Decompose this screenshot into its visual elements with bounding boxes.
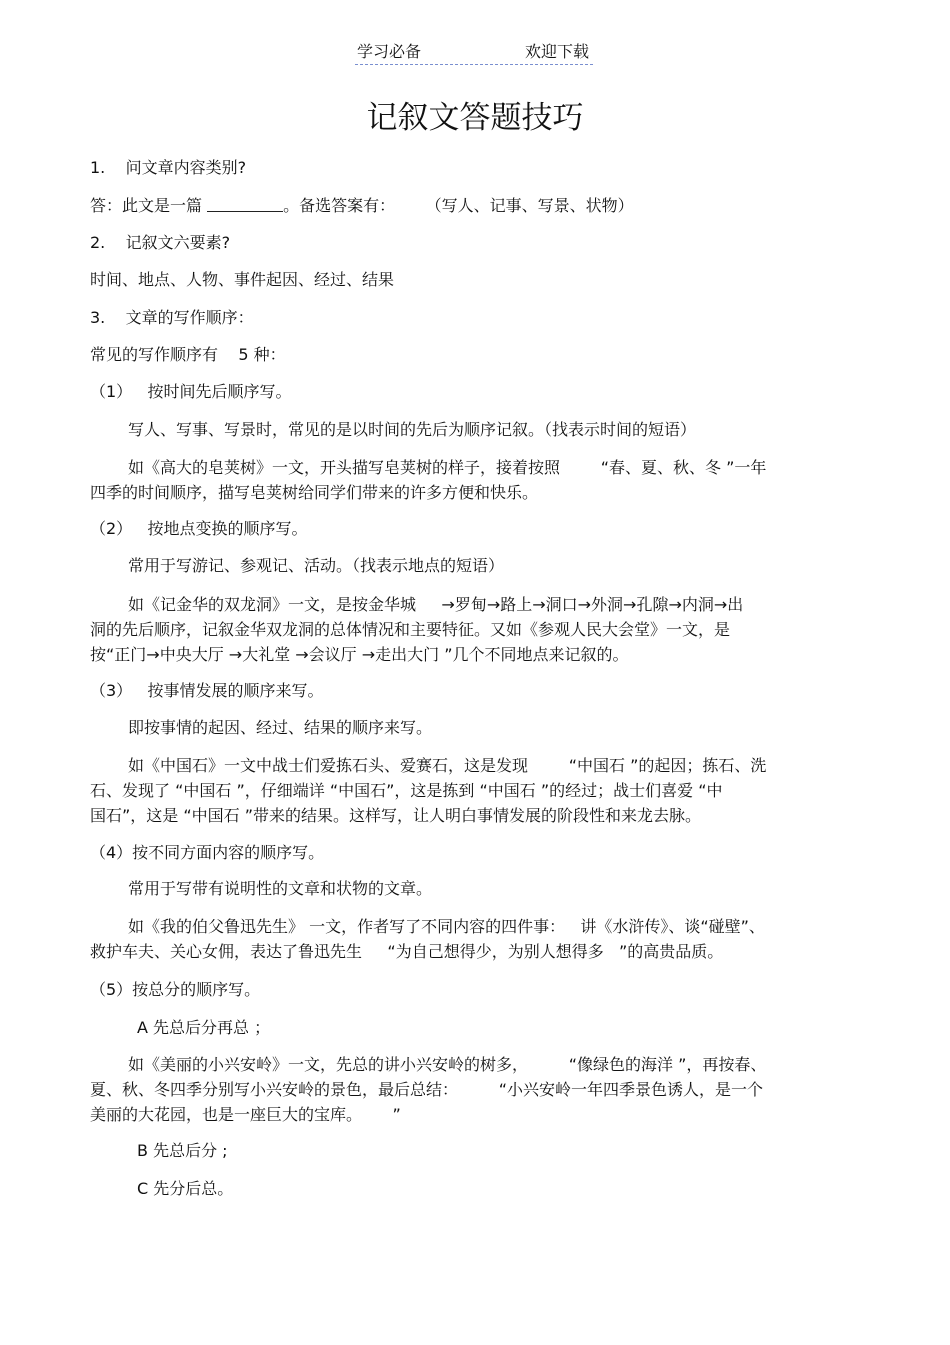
answer-blank bbox=[207, 195, 283, 212]
paragraph: 四季的时间顺序，描写皂荚树给同学们带来的许多方便和快乐。 bbox=[90, 483, 539, 502]
section-heading: （4）按不同方面内容的顺序写。 bbox=[90, 843, 325, 862]
answer-1-suffix: 。备选答案有： （写人、记事、写景、状物） bbox=[283, 196, 634, 215]
paragraph: 写人、写事、写景时，常见的是以时间的先后为顺序记叙。（找表示时间的短语） bbox=[128, 420, 697, 439]
page-header bbox=[355, 42, 593, 65]
page-title: 记叙文答题技巧 bbox=[366, 100, 584, 136]
paragraph: 美丽的大花园，也是一座巨大的宝库。 ” bbox=[90, 1105, 401, 1124]
paragraph: 常用于写带有说明性的文章和状物的文章。 bbox=[128, 879, 433, 898]
paragraph: 按“正门→中央大厅 →大礼堂 →会议厅 →走出大门 ”几个不同地点来记叙的。 bbox=[90, 645, 629, 664]
paragraph: 如《我的伯父鲁迅先生》 一文，作者写了不同内容的四件事： 讲《水浒传》、谈“碰壁”、 bbox=[128, 917, 765, 936]
header-right-text: 欢迎下载 bbox=[524, 42, 589, 61]
question-1: 1. 问文章内容类别? bbox=[90, 158, 247, 177]
question-2: 2. 记叙文六要素? bbox=[90, 233, 231, 252]
paragraph: 即按事情的起因、经过、结果的顺序来写。 bbox=[128, 718, 433, 737]
section-heading: （1） 按时间先后顺序写。 bbox=[90, 382, 292, 401]
paragraph: 洞的先后顺序，记叙金华双龙洞的总体情况和主要特征。又如《参观人民大会堂》一文，是 bbox=[90, 620, 731, 639]
paragraph: 如《高大的皂荚树》一文，开头描写皂荚树的样子，接着按照 “春、夏、秋、冬 ”一年 bbox=[128, 458, 767, 477]
section-heading: （3） 按事情发展的顺序来写。 bbox=[90, 681, 324, 700]
paragraph: 救护车夫、关心女佣，表达了鲁迅先生 “为自己想得少，为别人想得多 ”的高贵品质。 bbox=[90, 942, 724, 961]
answer-2: 时间、地点、人物、事件起因、经过、结果 bbox=[90, 270, 395, 289]
paragraph: 如《记金华的双龙洞》一文，是按金华城 →罗甸→路上→洞口→外洞→孔隙→内洞→出 bbox=[128, 595, 744, 614]
section-heading: （2） 按地点变换的顺序写。 bbox=[90, 519, 308, 538]
paragraph: 石、发现了 “中国石 ”，仔细端详 “中国石”，这是拣到 “中国石 ”的经过；战士们喜爱 “中 bbox=[90, 781, 723, 800]
paragraph: 常用于写游记、参观记、活动。（找表示地点的短语） bbox=[128, 556, 505, 575]
paragraph: 国石”，这是 “中国石 ”带来的结果。这样写，让人明白事情发展的阶段性和来龙去脉。 bbox=[90, 806, 702, 825]
paragraph: 如《中国石》一文中战士们爱拣石头、爱赛石，这是发现 “中国石 ”的起因；拣石、洗 bbox=[128, 756, 767, 775]
section-heading: （5）按总分的顺序写。 bbox=[90, 980, 261, 999]
paragraph: 夏、秋、冬四季分别写小兴安岭的景色，最后总结： “小兴安岭一年四季景色诱人，是一个 bbox=[90, 1080, 763, 1099]
sub-heading: B 先总后分 ; bbox=[137, 1141, 228, 1160]
answer-1 bbox=[90, 193, 865, 218]
paragraph: 常见的写作顺序有 5 种： bbox=[90, 345, 286, 364]
sub-heading: C 先分后总。 bbox=[137, 1179, 234, 1198]
question-3: 3. 文章的写作顺序： bbox=[90, 308, 254, 327]
paragraph: 如《美丽的小兴安岭》一文，先总的讲小兴安岭的树多， “像绿色的海洋 ”，再按春、 bbox=[128, 1055, 767, 1074]
sub-heading: A 先总后分再总 ； bbox=[137, 1018, 271, 1037]
answer-1-prefix: 答：此文是一篇 bbox=[90, 196, 208, 215]
header-left-text: 学习必备 bbox=[357, 42, 422, 61]
